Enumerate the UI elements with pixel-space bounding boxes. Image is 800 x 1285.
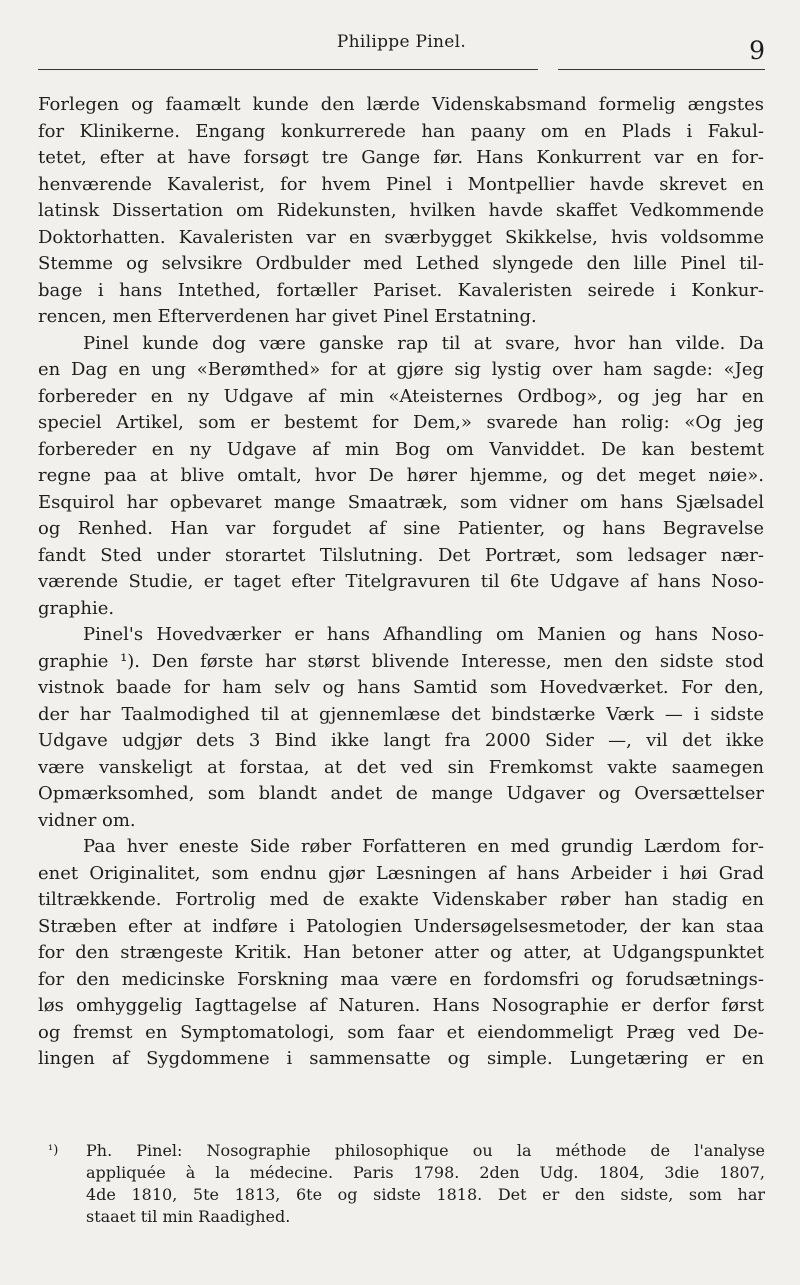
text-line: Stemme og selvsikre Ordbulder med Lethed slyngede den lille Pinel til- <box>38 253 764 274</box>
text-line: Pinel kunde dog være ganske rap til at svare, hvor han vilde. Da <box>83 332 764 354</box>
text-line: henværende Kavalerist, for hvem Pinel i Montpellier havde skrevet en <box>38 173 764 195</box>
footnote-mark: ¹) <box>48 1143 59 1158</box>
text-line: være vanskeligt at forstaa, at det ved sin Fremkomst vakte saamegen <box>38 756 764 778</box>
text-line: tiltrækkende. Fortrolig med de exakte Videnskaber røber han stadig en <box>38 889 764 910</box>
header-rule-left <box>38 69 538 70</box>
text-line: lingen af Sygdommene i sammensatte og simple. Lungetæring er en <box>38 1048 764 1069</box>
paragraph-4 <box>38 834 764 1073</box>
text-line: Stræben efter at indføre i Patologien Undersøgelsesmetoder, der kan staa <box>38 915 764 937</box>
text-line: tetet, efter at have forsøgt tre Gange før. Hans Konkurrent var en for- <box>38 147 764 168</box>
text-line: værende Studie, er taget efter Titelgravuren til 6te Udgave af hans Noso- <box>38 571 764 592</box>
paragraph-2 <box>38 331 764 623</box>
text-line: der har Taalmodighed til at gjennemlæse det bindstærke Værk — i sidste <box>38 703 764 725</box>
text-line: vistnok baade for ham selv og hans Samtid som Hovedværket. For den, <box>38 677 764 698</box>
footnote-line: appliquée à la médecine. Paris 1798. 2den Udg. 1804, 3die 1807, <box>86 1163 765 1182</box>
paragraph-3 <box>38 622 764 834</box>
running-title: Philippe Pinel. <box>336 32 467 52</box>
text-line: Udgave udgjør dets 3 Bind ikke langt fra 2000 Sider —, vil det ikke <box>38 730 764 751</box>
text-line: og Renhed. Han var forgudet af sine Patienter, og hans Begravelse <box>38 518 764 539</box>
text-line: og fremst en Symptomatologi, som faar et eiendommeligt Præg ved De- <box>38 1021 764 1043</box>
text-line: graphie ¹). Den første har størst blivende Interesse, men den sidste stod <box>38 650 764 672</box>
page-header <box>38 32 765 72</box>
text-line: Pinel's Hovedværker er hans Afhandling om Manien og hans Noso- <box>83 624 764 645</box>
text-line: for Klinikerne. Engang konkurrerede han paany om en Plads i Fakul- <box>38 120 764 142</box>
header-rule-right <box>558 69 765 70</box>
text-line: latinsk Dissertation om Ridekunsten, hvilken havde skaffet Vedkommende <box>38 200 764 221</box>
text-line: regne paa at blive omtalt, hvor De hører hjemme, og det meget nøie». <box>38 465 764 486</box>
text-line: enet Originalitet, som endnu gjør Læsningen af hans Arbeider i høi Grad <box>38 862 764 884</box>
text-line: for den strængeste Kritik. Han betoner atter og atter, at Udgangspunktet <box>38 942 764 963</box>
footnote-line: 4de 1810, 5te 1813, 6te og sidste 1818. Det er den sidste, som har <box>86 1185 765 1204</box>
text-line: Esquirol har opbevaret mange Smaatræk, som vidner om hans Sjælsadel <box>38 491 764 513</box>
text-line: forbereder en ny Udgave af min Bog om Vanviddet. De kan bestemt <box>38 438 764 460</box>
footnote <box>50 1140 765 1228</box>
text-line: graphie. <box>38 597 115 619</box>
text-line: forbereder en ny Udgave af min «Ateisternes Ordbog», og jeg har en <box>38 385 764 407</box>
text-line: rencen, men Efterverdenen har givet Pinel Erstatning. <box>38 306 537 327</box>
text-line: speciel Artikel, som er bestemt for Dem,» svarede han rolig: «Og jeg <box>38 412 764 433</box>
text-line: Paa hver eneste Side røber Forfatteren en med grundig Lærdom for- <box>83 836 764 857</box>
text-line: Opmærksomhed, som blandt andet de mange Udgaver og Oversættelser <box>38 783 764 804</box>
text-line: bage i hans Intethed, fortæller Pariset. Kavaleristen seirede i Konkur- <box>38 279 764 301</box>
text-line: Doktorhatten. Kavaleristen var en sværbygget Skikkelse, hvis voldsomme <box>38 226 764 248</box>
text-line: Forlegen og faamælt kunde den lærde Videnskabsmand formelig ængstes <box>38 94 764 115</box>
footnote-line: Ph. Pinel: Nosographie philosophique ou la méthode de l'analyse <box>86 1141 765 1160</box>
page-number: 9 <box>749 36 765 65</box>
text-line: løs omhyggelig Iagttagelse af Naturen. Hans Nosographie er derfor først <box>38 995 764 1016</box>
text-line: vidner om. <box>38 809 136 831</box>
text-line: en Dag en ung «Berømthed» for at gjøre sig lystig over ham sagde: «Jeg <box>38 359 764 380</box>
paragraph-1 <box>38 92 764 331</box>
body-text <box>38 92 764 1073</box>
footnote-line: staaet til min Raadighed. <box>86 1207 291 1226</box>
text-line: fandt Sted under storartet Tilslutning. Det Portræt, som ledsager nær- <box>38 544 764 566</box>
text-line: for den medicinske Forskning maa være en fordomsfri og forudsætnings- <box>38 968 764 990</box>
